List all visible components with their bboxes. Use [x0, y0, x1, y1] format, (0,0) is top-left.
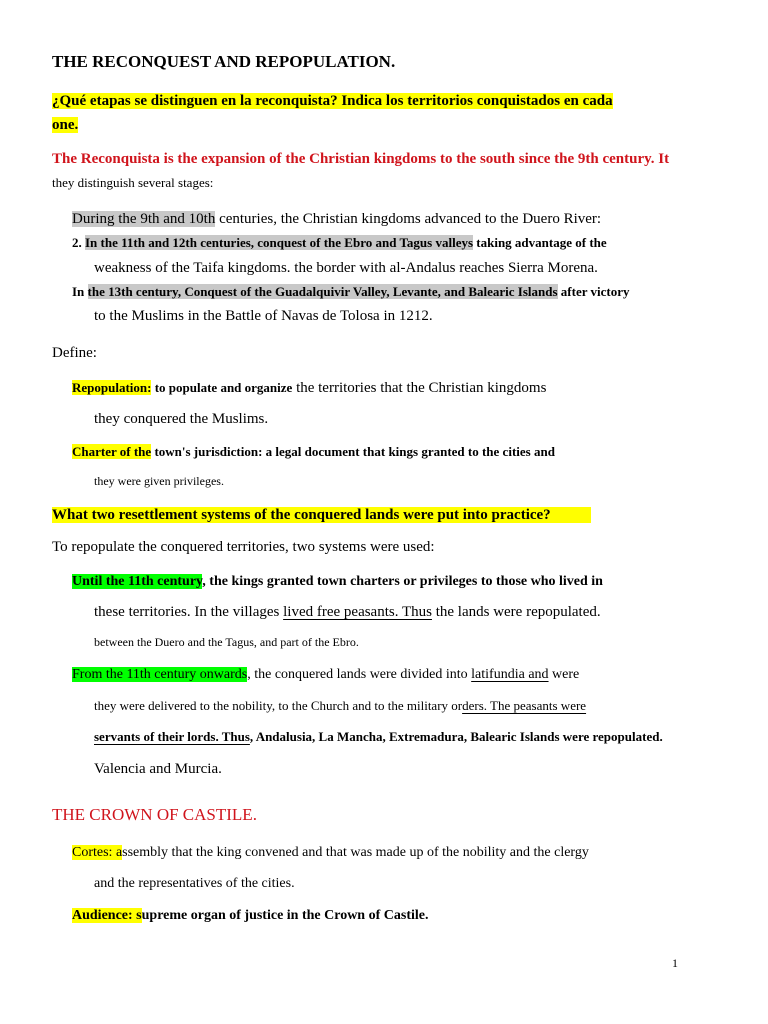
- question-1-line-1: ¿Qué etapas se distinguen en la reconquista? Indica los territorios conquistados en cada: [52, 93, 613, 109]
- system-b-line-2: they were delivered to the nobility, to the Church and to the military orders. The peasants were: [94, 698, 587, 713]
- term-charter: Charter of the: [72, 444, 152, 459]
- definition-repopulation: Repopulation: to populate and organize the territories that the Christian kingdoms: [72, 380, 547, 396]
- page-number: 1: [672, 956, 678, 970]
- intro-line-1: The Reconquista is the expansion of the Christian kingdoms to the south since the 9th century. It: [52, 151, 670, 167]
- page-title: THE RECONQUEST AND REPOPULATION.: [52, 52, 396, 71]
- crown-cortes: Cortes: assembly that the king convened and that was made up of the nobility and the clergy: [72, 845, 589, 860]
- system-a-highlight: Until the 11th century: [72, 574, 203, 589]
- definition-charter: Charter of the town's jurisdiction: a legal document that kings granted to the cities and: [72, 444, 555, 459]
- system-a-line-3: between the Duero and the Tagus, and part of the Ebro.: [94, 635, 359, 649]
- stage-1: [72, 212, 601, 227]
- stage-1-highlight: During the 9th and 10th: [72, 211, 216, 227]
- crown-audience: Audience: supreme organ of justice in the Crown of Castile.: [72, 908, 429, 923]
- question-1: [52, 94, 613, 109]
- stage-2-text: taking advantage of the: [473, 235, 607, 250]
- system-b: From the 11th century onwards, the conquered lands were divided into latifundia and were: [72, 667, 580, 682]
- question-2: What two resettlement systems of the conquered lands were put into practice?: [52, 508, 591, 523]
- stage-3-line-2: to the Muslims in the Battle of Navas de Tolosa in 1212.: [94, 308, 433, 324]
- define-label: Define:: [52, 345, 97, 361]
- stage-2-highlight: In the 11th and 12th centuries, conquest of the Ebro and Tagus valleys: [85, 235, 474, 250]
- systems-intro: To repopulate the conquered territories, two systems were used:: [52, 539, 435, 555]
- system-b-line-3: servants of their lords. Thus, Andalusia, La Mancha, Extremadura, Balearic Islands were repopulated.: [94, 729, 663, 744]
- definition-repopulation-line-2: they conquered the Muslims.: [94, 411, 269, 427]
- intro-line-2: they distinguish several stages:: [52, 175, 214, 190]
- stage-3: In the 13th century, Conquest of the Guadalquivir Valley, Levante, and Balearic Islands after victory: [72, 284, 630, 299]
- stage-3-highlight: the 13th century, Conquest of the Guadalquivir Valley, Levante, and Balearic Islands: [87, 284, 558, 299]
- stage-1-text: centuries, the Christian kingdoms advanced to the Duero River:: [215, 211, 602, 227]
- definition-charter-line-2: they were given privileges.: [94, 474, 224, 488]
- system-b-line-4: Valencia and Murcia.: [94, 761, 222, 777]
- question-1-line-2: one.: [52, 117, 79, 133]
- stage-3-text: after victory: [557, 284, 630, 299]
- system-a-line-2: these territories. In the villages lived free peasants. Thus the lands were repopulated.: [94, 604, 601, 620]
- crown-cortes-line-2: and the representatives of the cities.: [94, 876, 295, 891]
- system-a: Until the 11th century, the kings granted town charters or privileges to those who lived in: [72, 574, 603, 589]
- term-audience: Audience: s: [72, 908, 142, 923]
- term-cortes: Cortes: a: [72, 845, 123, 860]
- stage-2-line-2: weakness of the Taifa kingdoms. the border with al-Andalus reaches Sierra Morena.: [94, 260, 598, 276]
- term-repopulation: Repopulation:: [72, 380, 152, 395]
- section-title-crown: THE CROWN OF CASTILE.: [52, 805, 257, 824]
- system-b-highlight: From the 11th century onwards: [72, 667, 248, 682]
- stage-2-number: 2.: [72, 235, 82, 250]
- stage-2: [72, 236, 607, 249]
